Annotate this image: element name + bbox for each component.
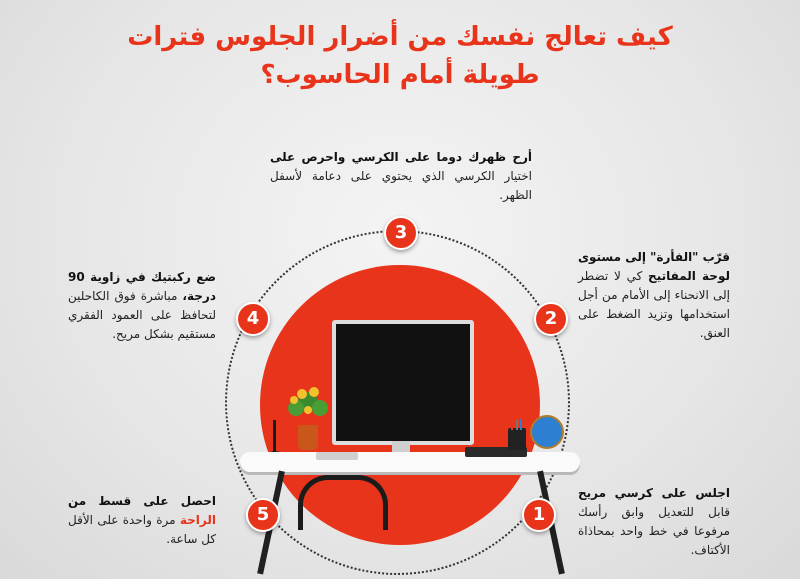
plant-icon	[282, 380, 334, 430]
tip-4	[68, 268, 216, 344]
chair-icon	[298, 475, 388, 530]
tip-1-heading: اجلس على كرسي مريح	[578, 486, 730, 500]
tablet-icon	[316, 452, 358, 460]
tip-3-body: اختيار الكرسي الذي يحتوي على دعامة لأسفل الظهر.	[270, 169, 532, 202]
step-badge-3: 3	[384, 216, 418, 250]
title-line-1: كيف تعالج نفسك من أضرار الجلوس فترات	[127, 22, 673, 52]
tip-5	[68, 492, 216, 549]
tip-5-heading: احصل على قسط من	[68, 494, 216, 508]
desk	[240, 452, 580, 472]
title-line-2: طويلة أمام الحاسوب؟	[260, 60, 540, 90]
tip-3	[270, 148, 532, 205]
tip-2	[578, 248, 730, 343]
step-badge-2: 2	[534, 302, 568, 336]
step-badge-1: 1	[522, 498, 556, 532]
tip-5-heading-highlight: الراحة	[179, 513, 216, 527]
monitor-icon	[332, 320, 474, 445]
tip-5-body: مرة واحدة على الأقل كل ساعة.	[68, 513, 216, 546]
pencil-cup-icon	[506, 418, 528, 450]
step-badge-4: 4	[236, 302, 270, 336]
tip-2-heading: قرّب "الفأرة" إلى مستوى لوحة المفاتيح	[578, 250, 730, 283]
page-title	[100, 18, 700, 94]
tip-4-heading: ضع ركبتيك في زاوية 90 درجة،	[68, 270, 216, 303]
tip-4-body: مباشرة فوق الكاحلين لتحافظ على العمود الفقري مستقيم بشكل مريح.	[68, 289, 216, 341]
globe-icon	[530, 415, 564, 449]
tip-2-body: كي لا تضطر إلى الانحناء إلى الأمام من أجل استخدامها وتزيد الضغط على العنق.	[578, 269, 730, 340]
tip-1	[578, 484, 730, 560]
tip-3-heading: أرح ظهرك دوما على الكرسي واحرص على	[270, 150, 532, 164]
tip-1-body: قابل للتعديل وابق رأسك مرفوعا في خط واحد بمحاذاة الأكتاف.	[578, 505, 730, 557]
step-badge-5: 5	[246, 498, 280, 532]
